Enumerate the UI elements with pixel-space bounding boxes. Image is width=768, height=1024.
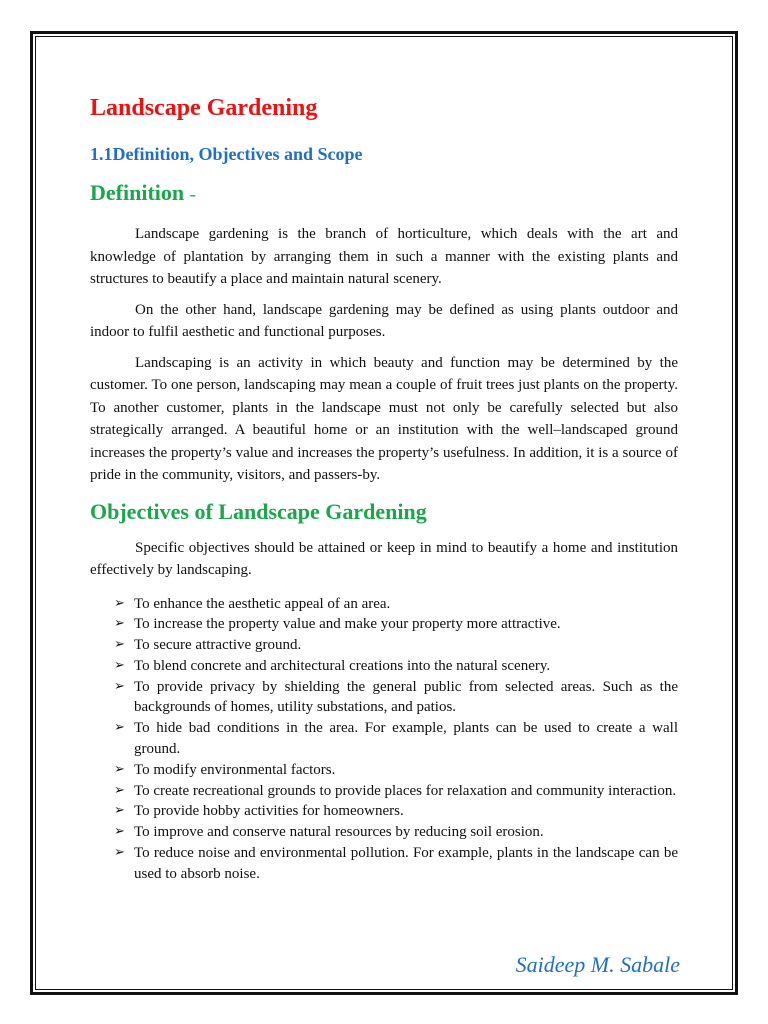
author-signature: Saideep M. Sabale xyxy=(515,952,680,977)
arrowhead-bullet-icon: ➢ xyxy=(114,616,125,632)
list-item xyxy=(90,843,678,885)
section-heading: 1.1Definition, Objectives and Scope xyxy=(90,144,363,164)
definition-paragraphs xyxy=(90,223,678,487)
list-item xyxy=(90,801,678,822)
definition-paragraph: Landscaping is an activity in which beauty and function may be determined by the customer. To one person, landscaping may mean a couple of fruit trees just plants on the property. To another customer, plants in the landscape must not only be carefully selected but also strategically arranged. A beautiful home or an institution with the well–landscaped ground increases the property’s value and increases the property’s usefulness. In addition, it is a source of pride in the community, visitors, and passers-by. xyxy=(90,354,678,483)
list-item-text: To increase the property value and make your property more attractive. xyxy=(134,616,561,633)
list-item xyxy=(90,718,678,760)
document-body xyxy=(90,90,678,885)
list-item-text: To secure attractive ground. xyxy=(134,637,302,654)
list-item-text: To hide bad conditions in the area. For example, plants can be used to create a wall ground. xyxy=(134,720,678,758)
arrowhead-bullet-icon: ➢ xyxy=(114,657,125,673)
arrowhead-bullet-icon: ➢ xyxy=(114,782,125,798)
arrowhead-bullet-icon: ➢ xyxy=(114,678,125,694)
list-item-text: To provide hobby activities for homeowners. xyxy=(134,803,404,820)
arrowhead-bullet-icon: ➢ xyxy=(114,824,125,840)
objectives-intro: Specific objectives should be attained or keep in mind to beautify a home and institution effectively by landscaping. xyxy=(90,539,678,578)
list-item xyxy=(90,635,678,656)
definition-heading-text: Definition xyxy=(90,180,185,205)
arrowhead-bullet-icon: ➢ xyxy=(114,720,125,736)
list-item xyxy=(90,656,678,677)
list-item xyxy=(90,760,678,781)
list-item-text: To improve and conserve natural resources by reducing soil erosion. xyxy=(134,824,544,841)
list-item-text: To reduce noise and environmental pollution. For example, plants in the landscape can be used to absorb noise. xyxy=(134,845,678,882)
arrowhead-bullet-icon: ➢ xyxy=(114,595,125,611)
list-item xyxy=(90,594,678,615)
list-item xyxy=(90,781,678,802)
objectives-heading: Objectives of Landscape Gardening xyxy=(90,498,427,524)
list-item xyxy=(90,677,678,719)
list-item-text: To enhance the aesthetic appeal of an area. xyxy=(134,595,391,612)
definition-heading-dash: - xyxy=(189,184,196,204)
document-title: Landscape Gardening xyxy=(90,95,318,121)
definition-paragraph: Landscape gardening is the branch of horticulture, which deals with the art and knowledge of plantation by arranging them in such a manner with the existing plants and structures to beautify a place and maintain natural scenery. xyxy=(90,226,678,287)
definition-heading xyxy=(90,178,678,209)
arrowhead-bullet-icon: ➢ xyxy=(114,637,125,653)
objectives-list xyxy=(90,594,678,885)
arrowhead-bullet-icon: ➢ xyxy=(114,803,125,819)
list-item xyxy=(90,614,678,635)
arrowhead-bullet-icon: ➢ xyxy=(114,845,125,861)
arrowhead-bullet-icon: ➢ xyxy=(114,761,125,777)
list-item-text: To provide privacy by shielding the general public from selected areas. Such as the backgrounds of homes, utility substations, and patios. xyxy=(134,678,678,716)
list-item xyxy=(90,822,678,843)
list-item-text: To modify environmental factors. xyxy=(134,761,336,778)
definition-paragraph: On the other hand, landscape gardening may be defined as using plants outdoor and indoor to fulfil aesthetic and functional purposes. xyxy=(90,301,678,340)
list-item-text: To blend concrete and architectural creations into the natural scenery. xyxy=(134,657,551,674)
list-item-text: To create recreational grounds to provide places for relaxation and community interaction. xyxy=(134,782,677,799)
